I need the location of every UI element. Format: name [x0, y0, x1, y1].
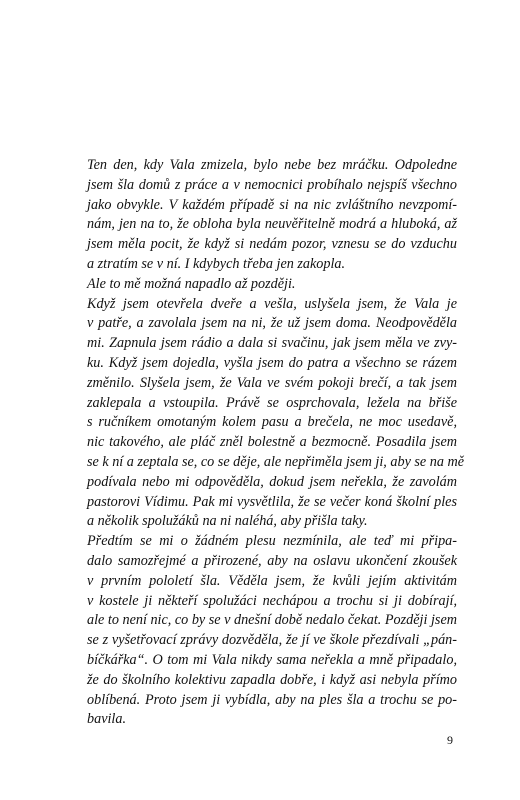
text-line: dalo samozřejmé a přirozené, aby na oslavu ukončení zkoušek	[87, 552, 457, 569]
text-line: mi. Zapnula jsem rádio a dala si svačinu, jak jsem měla ve zvy-	[87, 335, 457, 352]
text-line: bíčkářka“. O tom mi Vala nikdy sama neřekla a mně připadalo,	[87, 651, 457, 668]
text-line: že do školního kolektivu zapadla dobře, i když asi nebyla přímo	[87, 671, 457, 688]
text-line: se z vyšetřovací zprávy dozvěděla, že jí ve škole přezdívali „pán-	[87, 632, 457, 649]
text-line: oblíbená. Proto jsem ji vybídla, aby na ples šla a trochu se po-	[87, 691, 457, 708]
text-line: jsem měla pocit, že když si nedám pozor, vznesu se do vzduchu	[87, 236, 457, 253]
text-line: podívala nebo mi odpověděla, dokud jsem neřekla, že zavolám	[87, 473, 457, 490]
text-line: ale to není nic, co by se v dnešní době nedalo čekat. Později jsem	[87, 612, 457, 629]
text-line: a ztratím se v ní. I kdybych třeba jen zakopla.	[87, 255, 346, 272]
text-line: pastorovi Vídimu. Pak mi vysvětlila, že se večer koná školní ples	[87, 493, 457, 510]
text-line: bavila.	[87, 711, 127, 728]
body-text	[87, 156, 465, 730]
text-line: v kostele ji někteří spolužáci nechápou a trochu si ji dobírají,	[87, 592, 457, 609]
text-line: zaklepala a vstoupila. Právě se osprchovala, ležela na břiše	[87, 394, 457, 411]
text-line: v patře, a zavolala jsem na ni, že už jsem doma. Neodpověděla	[87, 315, 457, 332]
text-line: Když jsem otevřela dveře a vešla, uslyšela jsem, že Vala je	[87, 295, 457, 312]
text-line: nic takového, ale pláč zněl bolestně a bezmocně. Posadila jsem	[87, 434, 457, 451]
text-line: změnilo. Slyšela jsem, že Vala ve svém pokoji brečí, a tak jsem	[87, 374, 457, 391]
text-line: v prvním pololetí šla. Věděla jsem, že kvůli jejím aktivitám	[87, 572, 457, 589]
text-line: nám, jen na to, že obloha byla neuvěřitelně modrá a hluboká, až	[87, 216, 457, 233]
text-line: Ten den, kdy Vala zmizela, bylo nebe bez mráčku. Odpoledne	[87, 157, 457, 173]
text-line: a několik spolužáků na ni naléhá, aby přišla taky.	[87, 513, 368, 530]
text-line: Ale to mě možná napadlo až později.	[87, 275, 296, 292]
text-line: jsem šla domů z práce a v nemocnici probíhalo nejspíš všechno	[87, 176, 457, 193]
text-line: se k ní a zeptala se, co se děje, ale nepřiměla jsem ji, aby se na mě	[87, 453, 465, 470]
text-line: ku. Když jsem dojedla, vyšla jsem do patra a všechno se rázem	[87, 354, 457, 371]
text-line: s ručníkem omotaným kolem pasu a brečela, ne moc usedavě,	[87, 414, 457, 431]
text-line: Předtím se mi o žádném plesu nezmínila, ale teď mi připa-	[87, 533, 457, 550]
text-line: jako obvykle. V každém případě si na nic zvláštního nevzpomí-	[87, 196, 457, 213]
page-number: 9	[447, 733, 453, 747]
